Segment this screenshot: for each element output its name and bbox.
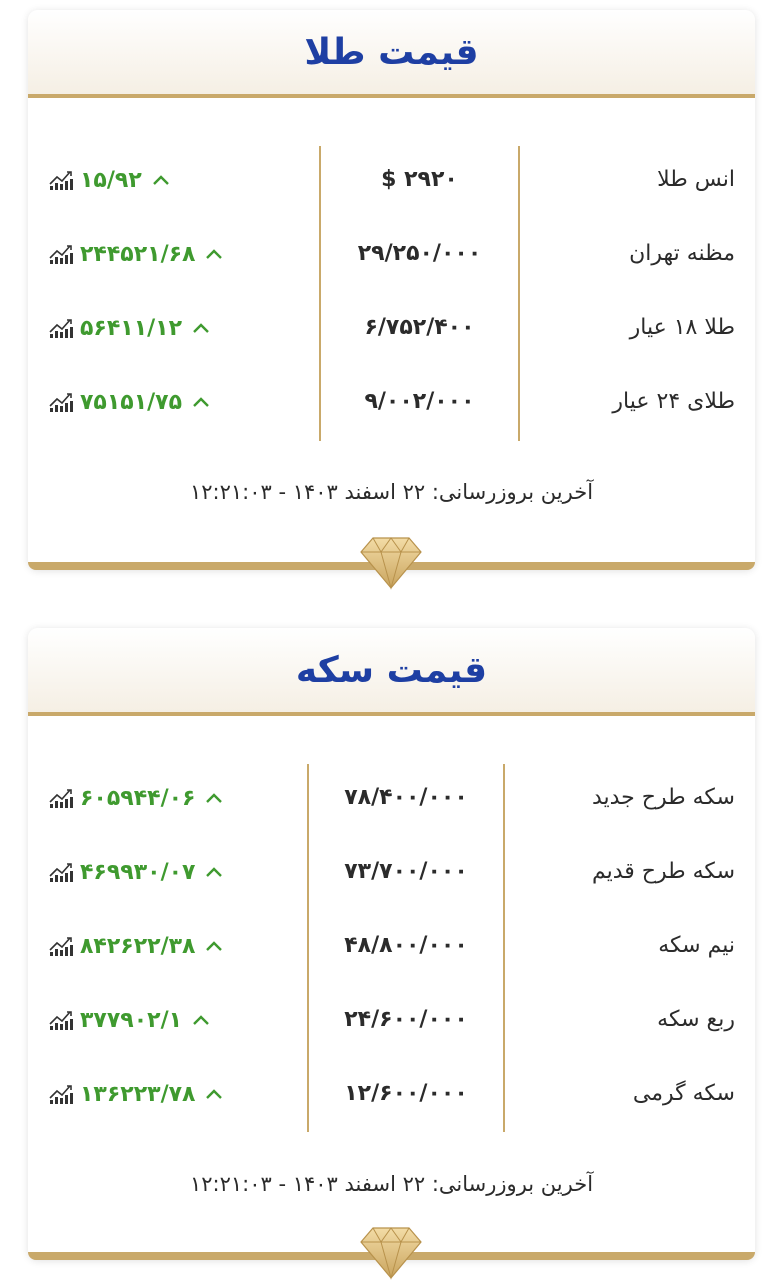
row-price: ۷۸/۴۰۰/۰۰۰	[344, 785, 468, 810]
last-update-text: آخرین بروزرسانی: ۲۲ اسفند ۱۴۰۳ - ۱۲:۲۱:۰۳	[189, 1172, 594, 1196]
caret-up-icon	[152, 174, 170, 186]
table-row	[28, 160, 755, 200]
gold-card-header	[28, 10, 755, 94]
bar-chart-icon[interactable]	[48, 243, 74, 265]
row-price: ۶/۷۵۲/۴۰۰	[364, 315, 475, 340]
diamond-icon	[359, 1224, 423, 1280]
change-value: ۳۷۷۹۰۲/۱	[80, 1007, 183, 1033]
bar-chart-icon[interactable]	[48, 169, 74, 191]
change-value: ۱۵/۹۲	[80, 167, 142, 193]
change-value: ۱۳۶۲۲۳/۷۸	[80, 1081, 196, 1107]
gold-card-title: قیمت طلا	[304, 31, 479, 73]
row-price: $ ۲۹۲۰	[381, 167, 458, 192]
coin-price-card	[28, 628, 755, 1260]
table-row	[28, 852, 755, 892]
row-name: سکه گرمی	[632, 1081, 735, 1106]
bar-chart-icon[interactable]	[48, 391, 74, 413]
row-name: ربع سکه	[657, 1007, 735, 1032]
coin-card-title: قیمت سکه	[295, 649, 488, 691]
row-change	[48, 1074, 223, 1114]
row-change	[48, 926, 223, 966]
bar-chart-icon[interactable]	[48, 1009, 74, 1031]
change-value: ۸۴۲۶۲۲/۳۸	[80, 933, 196, 959]
caret-up-icon	[205, 940, 223, 952]
row-name: طلا ۱۸ عیار	[629, 315, 735, 340]
change-value: ۷۵۱۵۱/۷۵	[80, 389, 183, 415]
caret-up-icon	[192, 322, 210, 334]
row-change	[48, 234, 223, 274]
row-change	[48, 778, 223, 818]
row-name: سکه طرح جدید	[591, 785, 735, 810]
change-value: ۲۴۴۵۲۱/۶۸	[80, 241, 196, 267]
row-change	[48, 160, 170, 200]
bar-chart-icon[interactable]	[48, 787, 74, 809]
table-row	[28, 234, 755, 274]
bar-chart-icon[interactable]	[48, 1083, 74, 1105]
table-row	[28, 1074, 755, 1114]
row-price: ۱۲/۶۰۰/۰۰۰	[344, 1081, 468, 1106]
caret-up-icon	[192, 1014, 210, 1026]
change-value: ۶۰۵۹۴۴/۰۶	[80, 785, 196, 811]
table-row	[28, 382, 755, 422]
row-price: ۲۹/۲۵۰/۰۰۰	[357, 241, 482, 266]
row-change	[48, 1000, 210, 1040]
table-row	[28, 1000, 755, 1040]
table-row	[28, 926, 755, 966]
row-name: انس طلا	[657, 167, 735, 192]
gold-price-card	[28, 10, 755, 570]
row-name: طلای ۲۴ عیار	[612, 389, 735, 414]
header-divider	[28, 712, 755, 716]
table-row	[28, 778, 755, 818]
change-value: ۵۶۴۱۱/۱۲	[80, 315, 183, 341]
header-divider	[28, 94, 755, 98]
bar-chart-icon[interactable]	[48, 861, 74, 883]
caret-up-icon	[192, 396, 210, 408]
caret-up-icon	[205, 866, 223, 878]
row-change	[48, 382, 210, 422]
coin-card-header	[28, 628, 755, 712]
row-change	[48, 308, 210, 348]
row-name: نیم سکه	[658, 933, 735, 958]
row-name: سکه طرح قدیم	[591, 859, 735, 884]
change-value: ۴۶۹۹۳۰/۰۷	[80, 859, 196, 885]
row-price: ۲۴/۶۰۰/۰۰۰	[344, 1007, 468, 1032]
bar-chart-icon[interactable]	[48, 317, 74, 339]
row-name: مظنه تهران	[629, 241, 735, 266]
caret-up-icon	[205, 792, 223, 804]
last-update-text: آخرین بروزرسانی: ۲۲ اسفند ۱۴۰۳ - ۱۲:۲۱:۰۳	[189, 480, 594, 504]
row-price: ۷۳/۷۰۰/۰۰۰	[344, 859, 468, 884]
table-row	[28, 308, 755, 348]
bar-chart-icon[interactable]	[48, 935, 74, 957]
row-price: ۴۸/۸۰۰/۰۰۰	[344, 933, 468, 958]
row-change	[48, 852, 223, 892]
diamond-icon	[359, 534, 423, 590]
caret-up-icon	[205, 248, 223, 260]
caret-up-icon	[205, 1088, 223, 1100]
row-price: ۹/۰۰۲/۰۰۰	[364, 389, 475, 414]
